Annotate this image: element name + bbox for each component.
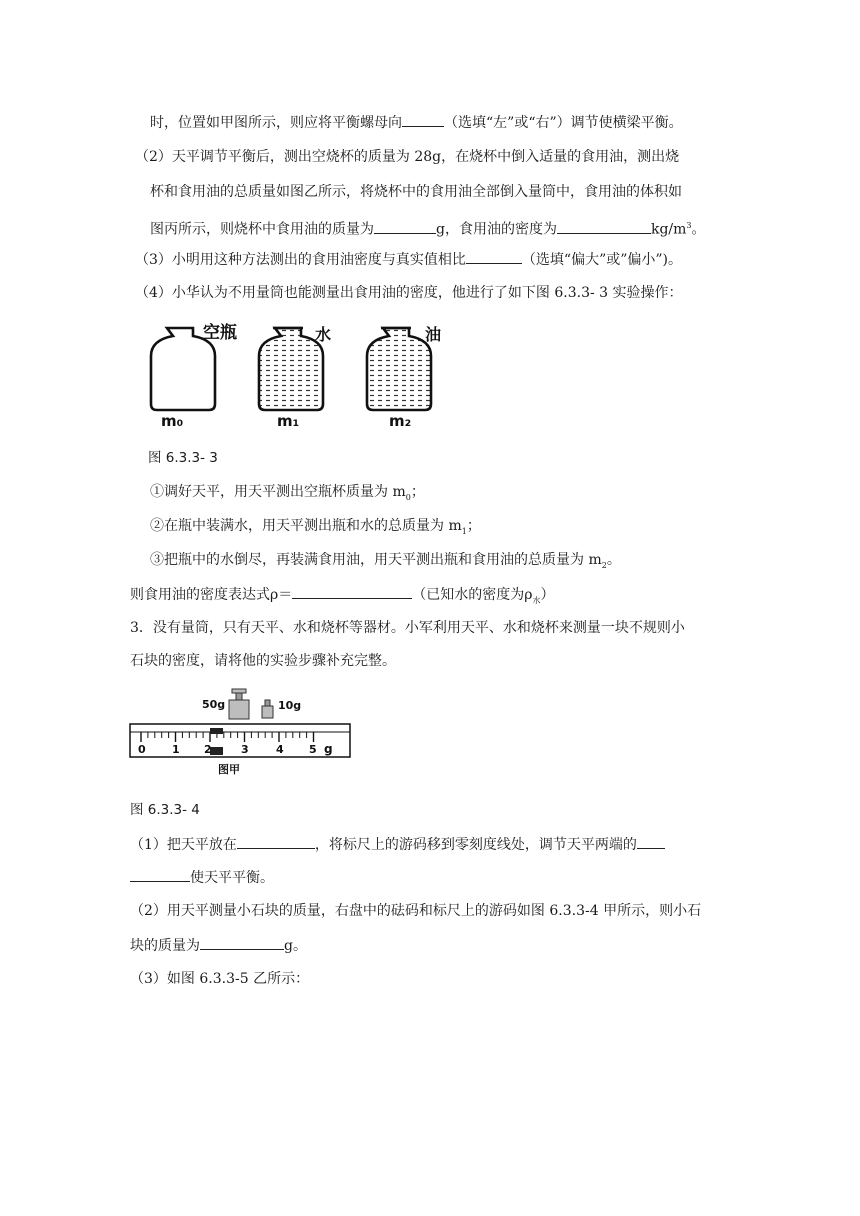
text-line: 杯和食用油的总质量如图乙所示，将烧杯中的食用油全部倒入量筒中，食用油的体积如 — [150, 184, 682, 200]
text: g，食用油的密度为 — [436, 221, 557, 238]
text: 使天平平衡。 — [190, 870, 274, 886]
scale-label: 5 — [309, 743, 317, 756]
answer-blank[interactable] — [466, 249, 522, 264]
step-3 — [150, 550, 621, 576]
text: （3）小明用这种方法测出的食用油密度与真实值相比 — [135, 252, 466, 268]
figure-caption: 图 6.3.3- 3 — [148, 450, 218, 466]
answer-blank[interactable] — [130, 867, 190, 882]
answer-blank[interactable] — [200, 935, 284, 950]
text: 。 — [606, 552, 621, 568]
answer-blank[interactable] — [557, 219, 651, 234]
answer-blank[interactable] — [374, 219, 436, 234]
scale-label: 3 — [241, 743, 249, 756]
scale-label: 4 — [276, 743, 284, 756]
text: 时，位置如甲图所示，则应将平衡螺母向 — [150, 115, 402, 131]
text-line: （2）天平调节平衡后，测出空烧杯的质量为 28g，在烧杯中倒入适量的食用油，测出烧 — [135, 149, 680, 165]
question-3-line: 3．没有量筒，只有天平、水和烧杯等器材。小军利用天平、水和烧杯来测量一块不规则小 — [130, 620, 685, 636]
unit: kg/m — [650, 221, 687, 238]
weight-label-50g: 50g — [202, 698, 226, 711]
scale-label: 1 — [172, 743, 180, 756]
scale-label: 0 — [138, 743, 146, 756]
text: 图丙所示，则烧杯中食用油的质量为 — [150, 221, 374, 238]
answer-blank[interactable] — [402, 112, 444, 127]
mass-label-m2: m₂ — [389, 412, 412, 430]
answer-blank[interactable] — [237, 834, 315, 849]
scale-ruler — [130, 724, 350, 757]
text: ，将标尺上的游码移到零刻度线处，调节天平两端的 — [314, 837, 637, 853]
question-3-part-1-cont — [130, 867, 274, 888]
text-line: （4）小华认为不用量筒也能测量出食用油的密度，他进行了如下图 6.3.3- 3 实验操作： — [135, 285, 683, 301]
mass-label-m1: m₁ — [277, 412, 300, 430]
text: （已知水的密度为ρ — [412, 587, 533, 603]
scale-unit: g — [324, 742, 333, 756]
question-3-part-3: （3）如图 6.3.3-5 乙所示： — [130, 971, 310, 987]
superscript: 3 — [686, 221, 692, 230]
subscript: 水 — [532, 595, 541, 605]
text: （1）把天平放在 — [130, 837, 237, 853]
oil-bottle-icon — [367, 328, 431, 410]
weight-label-10g: 10g — [278, 699, 302, 712]
text: ①调好天平，用天平测出空瓶杯质量为 m — [150, 484, 406, 500]
text: ） — [540, 587, 555, 603]
text: （选填“左”或“右”）调节使横梁平衡。 — [444, 115, 683, 131]
subscript: 0 — [405, 492, 411, 502]
text: ； — [410, 484, 425, 500]
text-line — [150, 112, 683, 133]
text: g。 — [284, 938, 307, 954]
text: ②在瓶中装满水，用天平测出瓶和水的总质量为 m — [150, 518, 462, 534]
text: （选填“偏大”或”偏小”)。 — [521, 252, 682, 268]
question-3-part-1 — [130, 834, 665, 855]
step-2 — [150, 516, 481, 542]
question-3-line: 石块的密度，请将他的实验步骤补充完整。 — [130, 653, 396, 669]
rider-top — [210, 728, 223, 734]
bottle-label-oil: 油 — [425, 325, 442, 344]
mass-label-m0: m₀ — [161, 412, 184, 430]
balance-scale-figure — [128, 684, 358, 776]
figure-caption: 图 6.3.3- 4 — [130, 802, 200, 818]
text: 块的质量为 — [130, 938, 200, 954]
text-line — [150, 216, 706, 240]
step-1 — [150, 482, 425, 508]
subscript: 1 — [461, 526, 467, 536]
sub-figure-caption: 图甲 — [218, 763, 240, 776]
bottle-label-water: 水 — [315, 325, 332, 344]
rider-bottom — [210, 747, 223, 755]
scale-label: 2 — [204, 743, 212, 756]
text: 则食用油的密度表达式ρ＝ — [130, 587, 293, 603]
text-line — [135, 249, 682, 270]
answer-blank[interactable] — [292, 584, 412, 599]
answer-blank[interactable] — [637, 834, 665, 849]
density-expression — [130, 584, 554, 611]
question-3-part-2-cont — [130, 935, 307, 956]
text: ③把瓶中的水倒尽，再装满食用油，用天平测出瓶和食用油的总质量为 m — [150, 552, 602, 568]
bottles-figure — [145, 318, 465, 433]
weight-10g-icon — [262, 700, 273, 718]
text: 。 — [691, 221, 706, 238]
subscript: 2 — [601, 560, 607, 570]
water-bottle-icon — [259, 328, 323, 410]
bottle-label-empty: 空瓶 — [203, 323, 237, 343]
text: ； — [466, 518, 481, 534]
weight-50g-icon — [229, 689, 249, 719]
question-3-part-2: （2）用天平测量小石块的质量，右盘中的砝码和标尺上的游码如图 6.3.3-4 甲所示，则小石 — [130, 903, 702, 919]
